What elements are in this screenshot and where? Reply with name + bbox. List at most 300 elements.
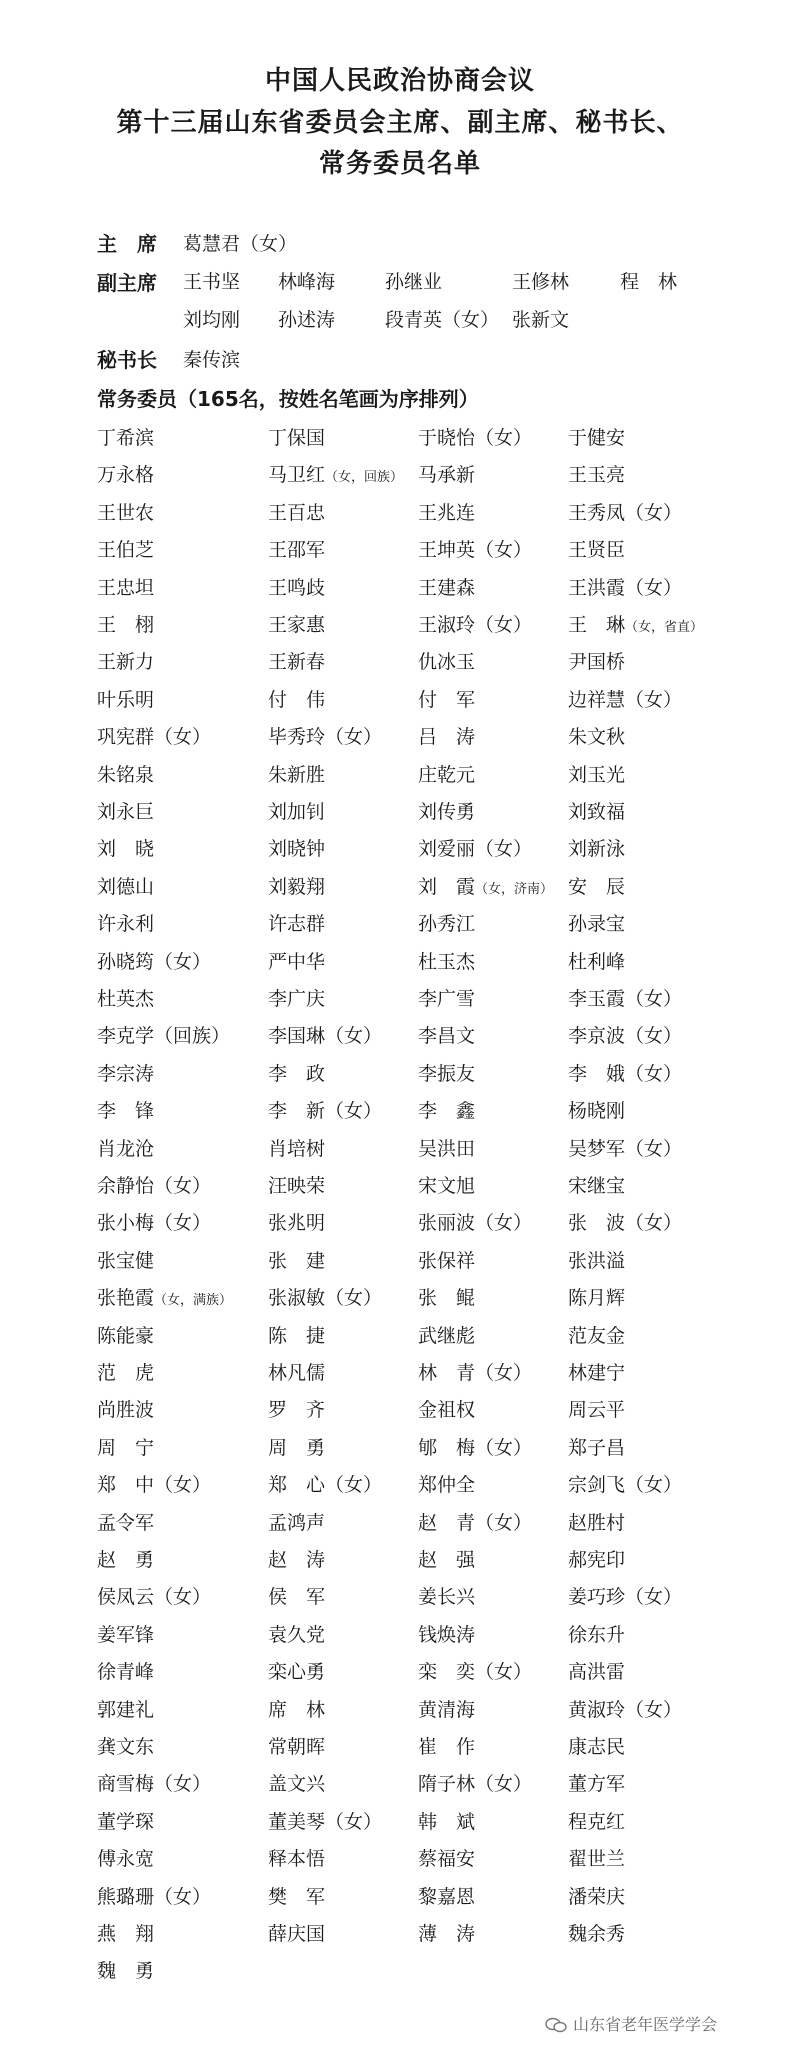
member-name bbox=[268, 1134, 325, 1161]
member-name bbox=[418, 1358, 532, 1385]
member-name-text: 翟世兰 bbox=[568, 1848, 626, 1871]
members-label: 常务委员（165名，按姓名笔画为序排列） bbox=[97, 387, 479, 411]
member-name bbox=[268, 535, 325, 562]
member-name-text: 王贤臣 bbox=[568, 539, 626, 562]
member-name bbox=[97, 1470, 211, 1497]
member-name bbox=[268, 1582, 325, 1609]
member-name-text: 于健安 bbox=[568, 427, 626, 449]
member-name-text: 王兆连 bbox=[418, 501, 476, 524]
member-name-text: 杨晓刚 bbox=[568, 1100, 626, 1123]
member-name bbox=[568, 1620, 625, 1647]
member-name bbox=[97, 610, 154, 637]
member-name-text: 朱文秋 bbox=[568, 726, 626, 749]
member-name-text: 于晓怡（女） bbox=[418, 427, 533, 449]
member-name-text: 马卫红 bbox=[268, 464, 326, 487]
member-name bbox=[268, 1508, 325, 1535]
member-name-text: 王百忠 bbox=[268, 501, 326, 524]
member-name-text: 李广庆 bbox=[268, 988, 326, 1010]
member-name bbox=[568, 1395, 625, 1422]
member-name bbox=[97, 460, 154, 487]
member-name bbox=[97, 909, 154, 936]
member-name-text: 张洪溢 bbox=[568, 1249, 626, 1272]
member-name bbox=[418, 872, 553, 899]
member-name bbox=[418, 797, 475, 824]
member-name-text: 李 新（女） bbox=[268, 1100, 383, 1123]
member-name-text: 郑仲全 bbox=[418, 1474, 476, 1497]
member-name bbox=[418, 947, 475, 974]
member-name-text: 丁希滨 bbox=[97, 427, 155, 449]
member-name-text: 王世农 bbox=[97, 501, 155, 524]
vice-chairman-name: 段青英（女） bbox=[385, 309, 500, 331]
watermark bbox=[545, 2012, 717, 2035]
member-name bbox=[418, 423, 532, 450]
member-name-text: 李京波（女） bbox=[568, 1025, 683, 1048]
member-name bbox=[268, 1059, 325, 1086]
member-name bbox=[97, 834, 154, 861]
member-name bbox=[97, 1059, 154, 1086]
member-name-text: 崔 作 bbox=[418, 1736, 476, 1758]
member-name bbox=[97, 1582, 211, 1609]
member-name bbox=[97, 1769, 211, 1796]
member-name bbox=[418, 1021, 475, 1048]
member-name-text: 丁保国 bbox=[268, 427, 326, 449]
member-name-text: 张兆明 bbox=[268, 1212, 326, 1235]
member-name-text: 庄乾元 bbox=[418, 763, 476, 786]
member-name bbox=[568, 1582, 682, 1609]
member-name-text: 余静怡（女） bbox=[97, 1175, 212, 1197]
member-name bbox=[268, 647, 325, 674]
member-name bbox=[568, 535, 625, 562]
member-name-text: 康志民 bbox=[568, 1736, 626, 1758]
member-name bbox=[418, 1395, 475, 1422]
member-name-text: 王新春 bbox=[268, 651, 326, 674]
member-name-text: 姜巧珍（女） bbox=[568, 1586, 683, 1609]
member-name-text: 罗 齐 bbox=[268, 1399, 326, 1422]
member-name-text: 仇冰玉 bbox=[418, 651, 476, 674]
member-name-text: 刘加钊 bbox=[268, 801, 326, 823]
member-name-text: 郑 心（女） bbox=[268, 1474, 383, 1497]
member-name-text: 董学琛 bbox=[97, 1810, 155, 1833]
member-name bbox=[268, 909, 325, 936]
member-name bbox=[418, 1508, 532, 1535]
member-name-text: 姜军锋 bbox=[97, 1623, 155, 1646]
member-name bbox=[568, 1695, 682, 1722]
member-name bbox=[418, 1582, 475, 1609]
member-name-text: 赵 青（女） bbox=[418, 1511, 533, 1534]
member-name-text: 魏余秀 bbox=[568, 1923, 626, 1945]
member-name bbox=[418, 647, 475, 674]
member-name-text: 叶乐明 bbox=[97, 688, 155, 711]
member-name bbox=[418, 1919, 475, 1946]
member-name bbox=[568, 1882, 625, 1909]
member-name-text: 张淑敏（女） bbox=[268, 1287, 383, 1310]
member-name bbox=[568, 722, 625, 749]
member-name-text: 钱焕涛 bbox=[418, 1623, 476, 1646]
member-name bbox=[268, 1358, 325, 1385]
member-name bbox=[268, 1882, 325, 1909]
member-name-text: 黄淑玲（女） bbox=[568, 1698, 683, 1721]
member-name-text: 李宗涛 bbox=[97, 1062, 155, 1085]
member-name-text: 吴洪田 bbox=[418, 1137, 476, 1160]
member-name-text: 林 青（女） bbox=[418, 1362, 533, 1384]
member-name-text: 张宝健 bbox=[97, 1249, 155, 1272]
member-name-text: 吴梦军（女） bbox=[568, 1137, 683, 1160]
member-name bbox=[97, 573, 154, 600]
member-name bbox=[418, 610, 532, 637]
secretary-label: 秘书长 bbox=[97, 348, 157, 372]
member-name bbox=[268, 1171, 325, 1198]
member-name bbox=[268, 984, 325, 1011]
member-name bbox=[268, 1545, 325, 1572]
member-name bbox=[418, 1732, 475, 1759]
member-name-text: 侯凤云（女） bbox=[97, 1586, 212, 1609]
member-name bbox=[97, 797, 154, 824]
member-name-text: 范友金 bbox=[568, 1324, 626, 1347]
member-name bbox=[418, 1096, 475, 1123]
member-name bbox=[568, 872, 625, 899]
member-name bbox=[418, 1807, 475, 1834]
member-name-text: 刘 霞 bbox=[418, 875, 476, 898]
member-name bbox=[418, 1208, 532, 1235]
member-name bbox=[568, 1283, 625, 1310]
vice-chairman-name: 孙继业 bbox=[385, 271, 443, 293]
member-name-text: 孙录宝 bbox=[568, 913, 626, 936]
member-name bbox=[418, 834, 532, 861]
member-name-text: 姜长兴 bbox=[418, 1586, 476, 1609]
member-name bbox=[568, 647, 625, 674]
member-name bbox=[268, 760, 325, 787]
member-name-text: 王鸣歧 bbox=[268, 576, 326, 599]
member-name bbox=[97, 498, 154, 525]
member-name-text: 范 虎 bbox=[97, 1362, 155, 1384]
member-name-text: 高洪雷 bbox=[568, 1661, 626, 1684]
member-name-text: 王新力 bbox=[97, 651, 155, 674]
member-name-text: 王邵军 bbox=[268, 539, 326, 562]
member-name bbox=[568, 610, 703, 637]
member-name bbox=[418, 498, 475, 525]
member-name-text: 郑 中（女） bbox=[97, 1474, 212, 1497]
member-name bbox=[97, 1358, 154, 1385]
member-note: （女，回族） bbox=[325, 470, 404, 486]
member-name-text: 商雪梅（女） bbox=[97, 1773, 212, 1796]
member-name bbox=[97, 1695, 154, 1722]
member-name bbox=[268, 947, 325, 974]
member-name bbox=[418, 1321, 475, 1348]
member-name-text: 尚胜波 bbox=[97, 1399, 155, 1422]
member-name-text: 王伯芝 bbox=[97, 539, 155, 562]
member-name-text: 龚文东 bbox=[97, 1736, 155, 1758]
member-name bbox=[97, 1208, 211, 1235]
member-name bbox=[418, 1882, 475, 1909]
member-name bbox=[268, 1246, 325, 1273]
member-name bbox=[97, 647, 154, 674]
member-name bbox=[268, 797, 325, 824]
member-name-text: 王洪霞（女） bbox=[568, 576, 683, 599]
member-name-text: 周云平 bbox=[568, 1399, 626, 1422]
member-name-text: 王家惠 bbox=[268, 614, 326, 636]
member-name-text: 尹国桥 bbox=[568, 651, 626, 674]
member-name-text: 王玉亮 bbox=[568, 464, 626, 487]
member-name bbox=[268, 1470, 382, 1497]
member-name bbox=[568, 1919, 625, 1946]
member-name-text: 郝宪印 bbox=[568, 1549, 626, 1571]
member-name bbox=[568, 460, 625, 487]
member-name-text: 杜利峰 bbox=[568, 950, 626, 973]
member-name-text: 肖培树 bbox=[268, 1137, 326, 1160]
member-name-text: 郇 梅（女） bbox=[418, 1436, 533, 1459]
member-name bbox=[418, 1059, 475, 1086]
member-name bbox=[268, 1395, 325, 1422]
member-name bbox=[97, 1732, 154, 1759]
member-name-text: 袁久党 bbox=[268, 1623, 326, 1646]
member-name bbox=[268, 685, 325, 712]
member-name bbox=[568, 1433, 625, 1460]
member-note: （女，满族） bbox=[154, 1293, 233, 1309]
member-note: （女，济南） bbox=[475, 881, 554, 897]
member-name bbox=[97, 1844, 154, 1871]
member-name-text: 李 锋 bbox=[97, 1100, 155, 1123]
member-name bbox=[568, 760, 625, 787]
member-name bbox=[97, 1882, 211, 1909]
member-name bbox=[568, 1657, 625, 1684]
member-name-text: 毕秀玲（女） bbox=[268, 726, 383, 749]
member-name-text: 隋子林（女） bbox=[418, 1773, 533, 1796]
member-name bbox=[568, 1134, 682, 1161]
member-name-text: 释本悟 bbox=[268, 1848, 326, 1871]
doc-title-line2: 第十三届山东省委员会主席、副主席、秘书长、 bbox=[116, 108, 684, 138]
member-name bbox=[568, 1096, 625, 1123]
member-name-text: 赵 强 bbox=[418, 1549, 476, 1571]
member-name bbox=[97, 1395, 154, 1422]
member-name-text: 蔡福安 bbox=[418, 1848, 476, 1871]
member-name bbox=[97, 1508, 154, 1535]
member-name bbox=[568, 1208, 682, 1235]
wechat-icon bbox=[545, 2017, 567, 2033]
member-name bbox=[268, 423, 325, 450]
member-name bbox=[568, 573, 682, 600]
member-name-text: 刘致福 bbox=[568, 801, 626, 823]
member-name bbox=[418, 1657, 532, 1684]
member-name-text: 肖龙沧 bbox=[97, 1137, 155, 1160]
member-name bbox=[568, 909, 625, 936]
vice-chairman-name: 孙述涛 bbox=[278, 309, 336, 331]
member-name bbox=[97, 1807, 154, 1834]
member-name-text: 郑子昌 bbox=[568, 1436, 626, 1459]
member-name-text: 刘永巨 bbox=[97, 801, 155, 823]
doc-title-line3: 常务委员名单 bbox=[318, 149, 481, 179]
vice-chairman-name: 刘均刚 bbox=[183, 309, 241, 331]
member-note: （女，省直） bbox=[625, 620, 704, 635]
member-name-text: 刘毅翔 bbox=[268, 875, 326, 898]
member-name-text: 张小梅（女） bbox=[97, 1212, 212, 1235]
member-name bbox=[268, 1919, 325, 1946]
member-name bbox=[268, 1657, 325, 1684]
member-name-text: 刘玉光 bbox=[568, 763, 626, 786]
member-name-text: 李振友 bbox=[418, 1062, 476, 1085]
member-name-text: 付 伟 bbox=[268, 688, 326, 711]
doc-title-line1: 中国人民政治协商会议 bbox=[264, 66, 535, 96]
member-name-text: 杜英杰 bbox=[97, 988, 155, 1010]
member-name-text: 赵 涛 bbox=[268, 1549, 326, 1571]
member-name bbox=[97, 1919, 154, 1946]
vice-chairman-name: 王书坚 bbox=[183, 271, 241, 293]
member-name-text: 魏 勇 bbox=[97, 1960, 155, 1983]
member-name-text: 宋文旭 bbox=[418, 1175, 476, 1197]
member-name bbox=[568, 1059, 682, 1086]
member-name-text: 栾 奕（女） bbox=[418, 1661, 533, 1684]
member-name bbox=[418, 1433, 532, 1460]
member-name bbox=[268, 872, 325, 899]
member-name bbox=[97, 760, 154, 787]
member-name bbox=[268, 1096, 382, 1123]
member-name-text: 刘传勇 bbox=[418, 801, 476, 823]
member-name bbox=[97, 1545, 154, 1572]
member-name bbox=[97, 1134, 154, 1161]
member-name-text: 王建森 bbox=[418, 576, 476, 599]
member-name bbox=[268, 1021, 382, 1048]
member-name bbox=[568, 1508, 625, 1535]
member-name-text: 徐东升 bbox=[568, 1623, 626, 1646]
member-name-text: 董方军 bbox=[568, 1773, 626, 1796]
member-name-text: 程克红 bbox=[568, 1810, 626, 1833]
member-name-text: 宗剑飞（女） bbox=[568, 1474, 683, 1497]
member-name-text: 潘荣庆 bbox=[568, 1885, 626, 1908]
member-name bbox=[418, 1769, 532, 1796]
member-name-text: 郭建礼 bbox=[97, 1698, 155, 1721]
member-name-text: 孙秀江 bbox=[418, 913, 476, 936]
member-name bbox=[568, 947, 625, 974]
member-name bbox=[418, 1246, 475, 1273]
member-name bbox=[418, 535, 532, 562]
member-name bbox=[568, 1021, 682, 1048]
member-name-text: 万永格 bbox=[97, 464, 155, 487]
member-name bbox=[268, 498, 325, 525]
chairman-label: 主 席 bbox=[97, 232, 157, 256]
member-name bbox=[268, 1769, 325, 1796]
member-name bbox=[418, 1283, 475, 1310]
chairman-name: 葛慧君（女） bbox=[183, 233, 298, 255]
member-name-text: 陈 捷 bbox=[268, 1324, 326, 1347]
member-name bbox=[568, 1844, 625, 1871]
member-name-text: 侯 军 bbox=[268, 1586, 326, 1609]
member-name-text: 孙晓筠（女） bbox=[97, 950, 212, 973]
member-name-text: 赵 勇 bbox=[97, 1549, 155, 1571]
member-name-text: 李 娥（女） bbox=[568, 1062, 683, 1085]
member-name-text: 马承新 bbox=[418, 464, 476, 487]
member-name bbox=[268, 1844, 325, 1871]
member-name bbox=[418, 573, 475, 600]
member-name-text: 张丽波（女） bbox=[418, 1212, 533, 1235]
member-name bbox=[268, 1283, 382, 1310]
member-name-text: 李国琳（女） bbox=[268, 1025, 383, 1048]
member-name-text: 盖文兴 bbox=[268, 1773, 326, 1796]
member-name-text: 金祖权 bbox=[418, 1399, 476, 1422]
member-name bbox=[268, 834, 325, 861]
member-name bbox=[418, 685, 475, 712]
member-name-text: 许永利 bbox=[97, 913, 155, 936]
member-name-text: 李 鑫 bbox=[418, 1100, 476, 1123]
member-name-text: 周 勇 bbox=[268, 1436, 326, 1459]
member-name bbox=[568, 498, 682, 525]
vice-chairman-label: 副主席 bbox=[97, 271, 157, 295]
member-name bbox=[418, 460, 475, 487]
member-name-text: 吕 涛 bbox=[418, 726, 476, 749]
member-name-text: 安 辰 bbox=[568, 875, 626, 898]
member-name bbox=[568, 1470, 682, 1497]
member-name-text: 张艳霞 bbox=[97, 1287, 155, 1310]
member-name bbox=[568, 1171, 625, 1198]
member-name bbox=[568, 984, 682, 1011]
member-name bbox=[418, 1545, 475, 1572]
member-name-text: 张 建 bbox=[268, 1249, 326, 1272]
member-name-text: 朱新胜 bbox=[268, 763, 326, 786]
member-name-text: 陈能豪 bbox=[97, 1324, 155, 1347]
member-name-text: 王坤英（女） bbox=[418, 539, 533, 562]
member-name bbox=[97, 722, 211, 749]
member-name bbox=[568, 685, 682, 712]
member-name-text: 燕 翔 bbox=[97, 1923, 155, 1945]
member-name bbox=[418, 1695, 475, 1722]
member-name-text: 林凡儒 bbox=[268, 1362, 326, 1384]
member-name-text: 席 林 bbox=[268, 1698, 326, 1721]
member-name bbox=[568, 1545, 625, 1572]
member-name bbox=[268, 1321, 325, 1348]
member-name-text: 边祥慧（女） bbox=[568, 688, 683, 711]
watermark-text: 山东省老年医学学会 bbox=[573, 2015, 718, 2034]
member-name-text: 朱铭泉 bbox=[97, 763, 155, 786]
member-name bbox=[568, 1807, 625, 1834]
member-name bbox=[418, 760, 475, 787]
member-name bbox=[568, 1732, 625, 1759]
member-name bbox=[97, 984, 154, 1011]
member-name-text: 武继彪 bbox=[418, 1324, 476, 1347]
member-name bbox=[97, 1021, 230, 1048]
member-name-text: 李玉霞（女） bbox=[568, 988, 683, 1010]
member-name-text: 杜玉杰 bbox=[418, 950, 476, 973]
member-name bbox=[268, 722, 382, 749]
member-name-text: 孟鸿声 bbox=[268, 1511, 326, 1534]
member-name bbox=[568, 797, 625, 824]
member-name-text: 黎嘉恩 bbox=[418, 1885, 476, 1908]
member-name bbox=[97, 1620, 154, 1647]
member-name bbox=[418, 909, 475, 936]
member-name-text: 王忠坦 bbox=[97, 576, 155, 599]
member-name bbox=[268, 1433, 325, 1460]
member-name-text: 王淑玲（女） bbox=[418, 614, 533, 636]
member-name-text: 董美琴（女） bbox=[268, 1810, 383, 1833]
member-name-text: 常朝晖 bbox=[268, 1736, 326, 1758]
member-name bbox=[418, 1844, 475, 1871]
member-name bbox=[97, 1321, 154, 1348]
member-name-text: 刘新泳 bbox=[568, 838, 626, 861]
member-name-text: 汪映荣 bbox=[268, 1175, 326, 1197]
member-name-text: 李 政 bbox=[268, 1062, 326, 1085]
member-name bbox=[97, 1657, 154, 1684]
member-name-text: 韩 斌 bbox=[418, 1810, 476, 1833]
member-name-text: 刘德山 bbox=[97, 875, 155, 898]
member-name-text: 张保祥 bbox=[418, 1249, 476, 1272]
member-name-text: 陈月辉 bbox=[568, 1287, 626, 1310]
member-name bbox=[568, 1246, 625, 1273]
member-name bbox=[268, 1807, 382, 1834]
member-name bbox=[97, 872, 154, 899]
member-name bbox=[268, 610, 325, 637]
member-name-text: 宋继宝 bbox=[568, 1175, 626, 1197]
member-name-text: 李克学（回族） bbox=[97, 1025, 231, 1048]
member-name-text: 李昌文 bbox=[418, 1025, 476, 1048]
member-name bbox=[268, 1208, 325, 1235]
member-name-text: 熊璐珊（女） bbox=[97, 1885, 212, 1908]
